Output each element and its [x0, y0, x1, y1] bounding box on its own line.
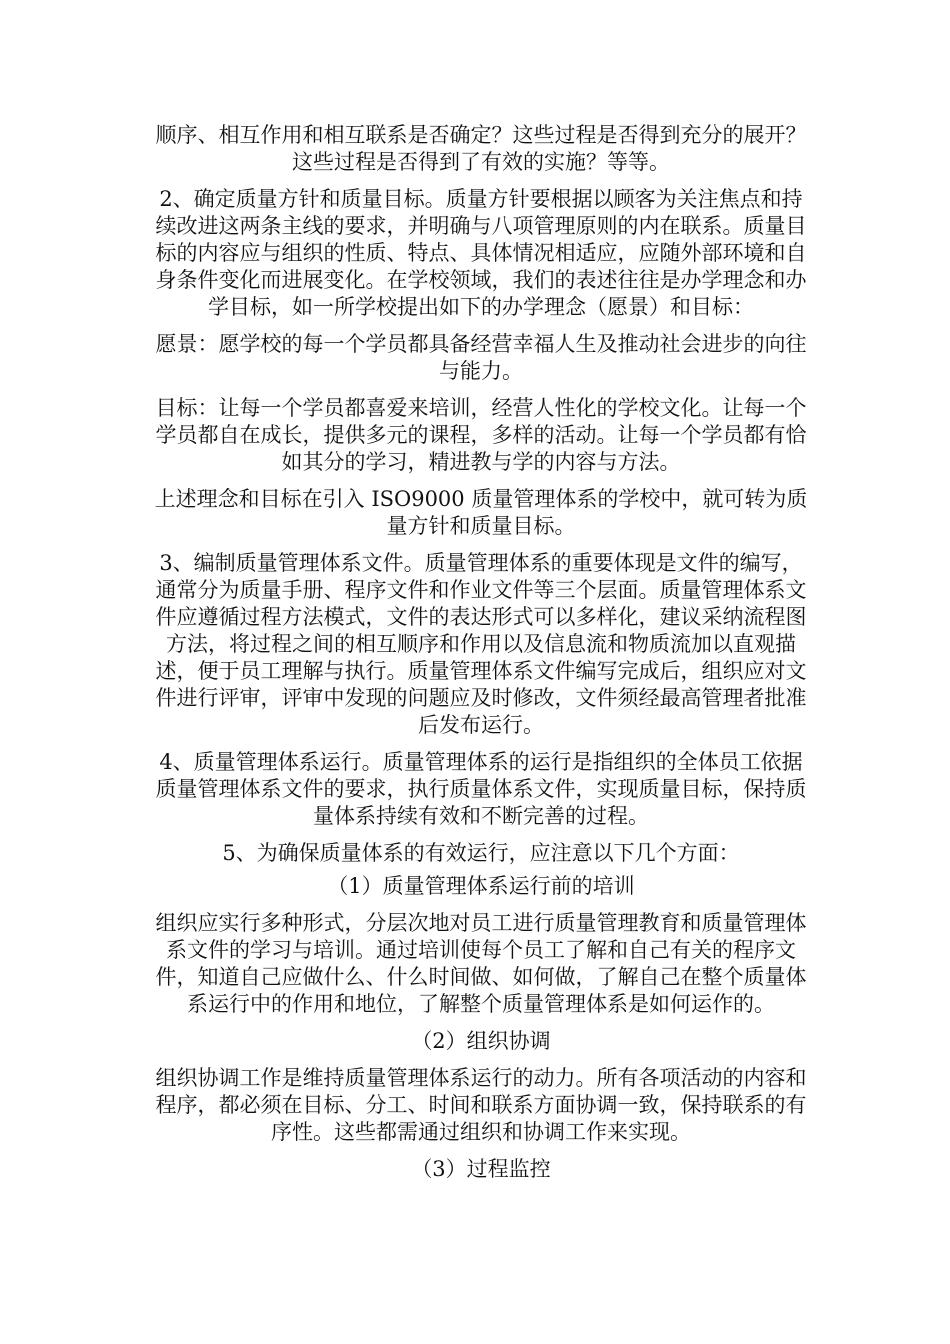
- paragraph-training: 组织应实行多种形式，分层次地对员工进行质量管理教育和质量管理体系文件的学习与培训。通过培训使每个员工了解和自己有关的程序文件，知道自己应做什么、什么时间做、如何做，了解自己在整个质量体系运行中的作用和地位，了解整个质量管理体系是如何运作的。: [155, 911, 807, 1016]
- heading-process-monitoring: （3）过程监控: [411, 1157, 551, 1181]
- paragraph-system-operation: 4、质量管理体系运行。质量管理体系的运行是指组织的全体员工依据质量管理体系文件的要求，执行质量体系文件，实现质量目标，保持质量体系持续有效和不断完善的过程。: [155, 750, 807, 828]
- paragraph-vision: 愿景：愿学校的每一个学员都具备经营幸福人生及推动社会进步的向往与能力。: [155, 332, 807, 383]
- document-page: [150, 122, 812, 1193]
- heading-training: （1）质量管理体系运行前的培训: [327, 874, 635, 898]
- paragraph-quality-policy: 2、确定质量方针和质量目标。质量方针要根据以顾客为关注焦点和持续改进这两条主线的要求，并明确与八项管理原则的内在联系。质量目标的内容应与组织的性质、特点、具体情况相适应，应随外部环境和自身条件变化而进展变化。在学校领域，我们的表述往往是办学理念和办学目标，如一所学校提出如下的办学理念（愿景）和目标：: [155, 187, 807, 319]
- paragraph-process-questions: 顺序、相互作用和相互联系是否确定？这些过程是否得到充分的展开？这些过程是否得到了有效的实施？等等。: [155, 123, 807, 174]
- paragraph-goals: 目标：让每一个学员都喜爱来培训，经营人性化的学校文化。让每一个学员都自在成长，提供多元的课程，多样的活动。让每一个学员都有恰如其分的学习，精进教与学的内容与方法。: [155, 396, 807, 474]
- paragraph-coordination: 组织协调工作是维持质量管理体系运行的动力。所有各项活动的内容和程序，都必须在目标、分工、时间和联系方面协调一致，保持联系的有序性。这些都需通过组织和协调工作来实现。: [155, 1066, 807, 1144]
- paragraph-system-documents: 3、编制质量管理体系文件。质量管理体系的重要体现是文件的编写，通常分为质量手册、程序文件和作业文件等三个层面。质量管理体系文件应遵循过程方法模式，文件的表达形式可以多样化，建议采纳流程图方法，将过程之间的相互顺序和作用以及信息流和物质流加以直观描述，便于员工理解与执行。质量管理体系文件编写完成后，组织应对文件进行评审，评审中发现的问题应及时修改，文件须经最高管理者批准后发布运行。: [155, 551, 807, 737]
- paragraph-iso9000-conversion: 上述理念和目标在引入 ISO9000 质量管理体系的学校中，就可转为质量方针和质量目标。: [154, 487, 808, 538]
- heading-coordination: （2）组织协调: [411, 1029, 551, 1053]
- paragraph-effective-operation: 5、为确保质量体系的有效运行，应注意以下几个方面：: [222, 841, 740, 865]
